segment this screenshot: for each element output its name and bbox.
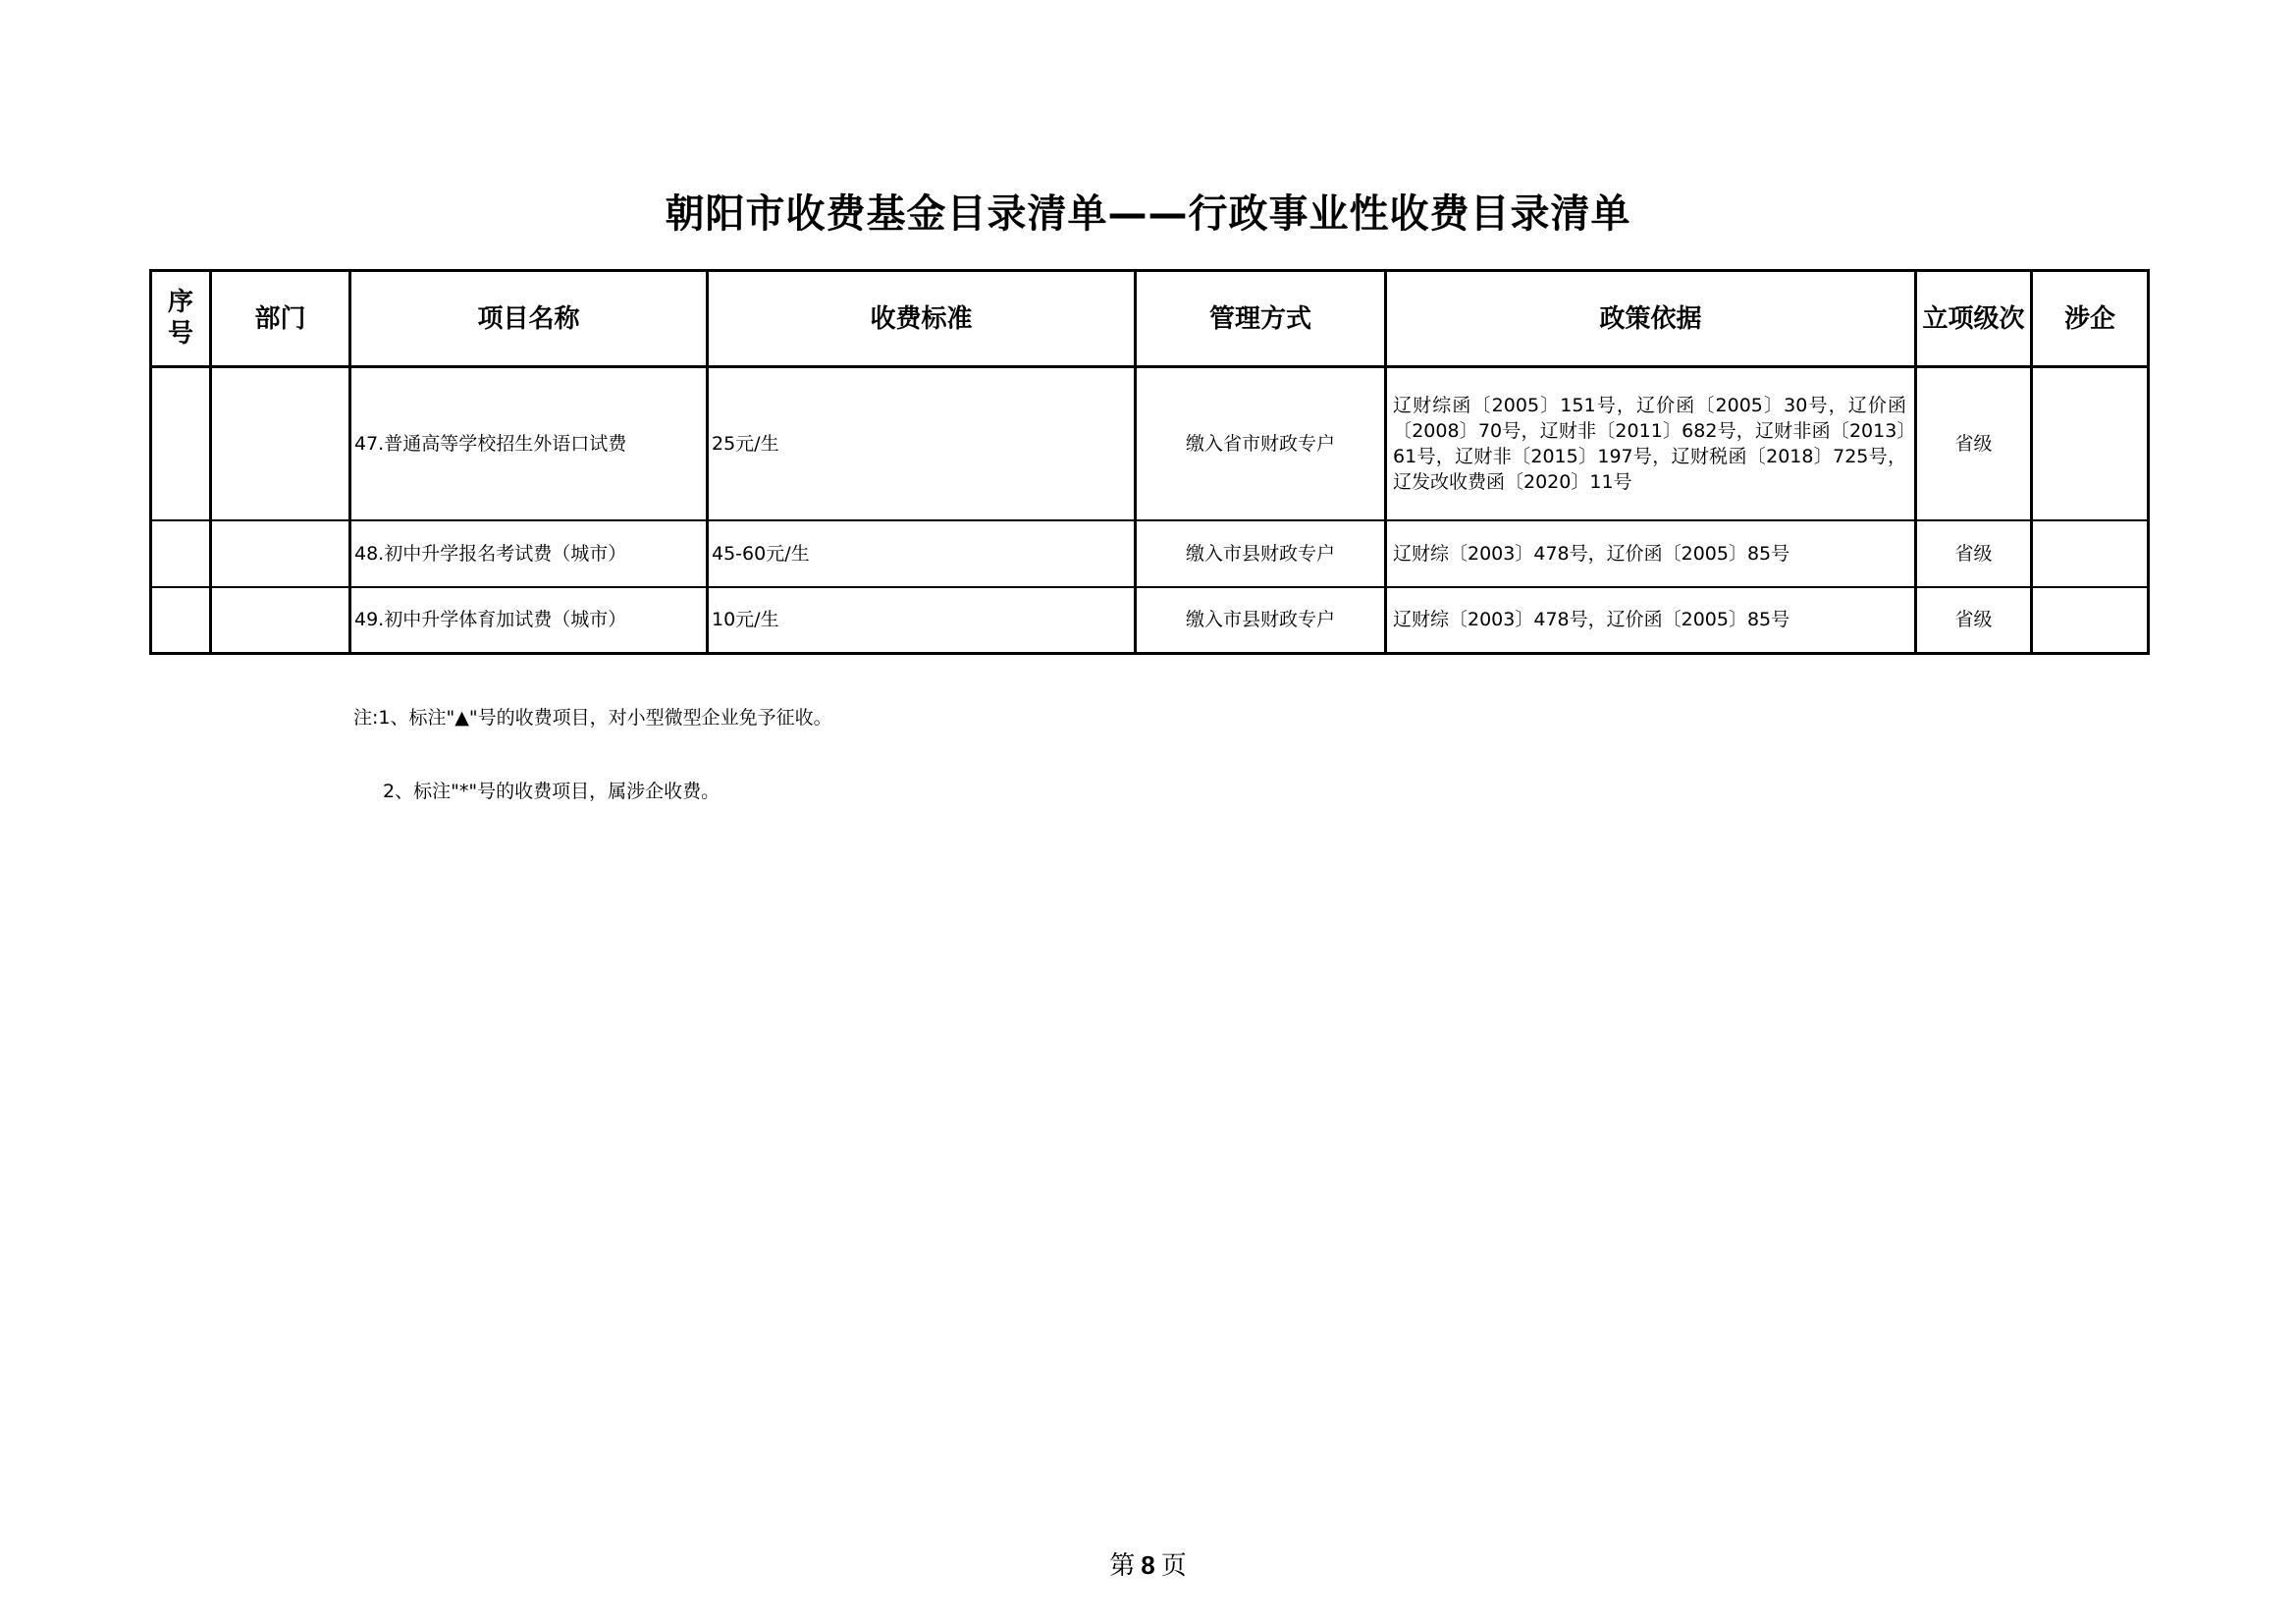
header-item-name: 项目名称: [350, 271, 708, 367]
header-policy-basis: 政策依据: [1386, 271, 1916, 367]
cell-fee-standard: 25元/生: [708, 367, 1136, 520]
footnote-line-1: 注:1、标注"▲"号的收费项目，对小型微型企业免予征收。: [353, 707, 832, 729]
cell-enterprise-related: [2032, 520, 2149, 587]
page-title: 朝阳市收费基金目录清单——行政事业性收费目录清单: [665, 191, 1631, 237]
cell-fee-standard: 10元/生: [708, 587, 1136, 654]
cell-management: 缴入市县财政专户: [1136, 587, 1386, 654]
footnote-line-2: 2、标注"*"号的收费项目，属涉企收费。: [383, 781, 721, 802]
cell-fee-standard: 45-60元/生: [708, 520, 1136, 587]
header-approval-level: 立项级次: [1916, 271, 2032, 367]
cell-management: 缴入市县财政专户: [1136, 520, 1386, 587]
cell-approval-level: 省级: [1916, 367, 2032, 520]
header-department: 部门: [211, 271, 350, 367]
cell-policy-basis: [1386, 367, 1916, 520]
cell-seq: [151, 520, 211, 587]
footnotes: [353, 657, 832, 829]
cell-department: [211, 587, 350, 654]
table-header-row: [151, 271, 2149, 367]
header-enterprise-related: 涉企: [2032, 271, 2149, 367]
page-number: 8: [1141, 1550, 1155, 1580]
cell-item-name: 49.初中升学体育加试费（城市）: [350, 587, 708, 654]
header-fee-standard: 收费标准: [708, 271, 1136, 367]
fee-catalog-table: [149, 269, 2150, 655]
cell-management: 缴入省市财政专户: [1136, 367, 1386, 520]
header-seq: 序号: [151, 271, 211, 367]
policy-text: 辽财综〔2003〕478号，辽价函〔2005〕85号: [1393, 542, 1790, 565]
cell-enterprise-related: [2032, 587, 2149, 654]
cell-approval-level: 省级: [1916, 587, 2032, 654]
page-label-suffix: 页: [1160, 1551, 1187, 1581]
header-management: 管理方式: [1136, 271, 1386, 367]
cell-item-name: 47.普通高等学校招生外语口试费: [350, 367, 708, 520]
cell-enterprise-related: [2032, 367, 2149, 520]
page-footer: [0, 1545, 2296, 1582]
cell-department: [211, 520, 350, 587]
table-row: [151, 367, 2149, 520]
cell-department: [211, 367, 350, 520]
cell-approval-level: 省级: [1916, 520, 2032, 587]
cell-seq: [151, 367, 211, 520]
table-row: [151, 520, 2149, 587]
policy-text: 辽财综〔2003〕478号，辽价函〔2005〕85号: [1393, 609, 1790, 631]
cell-item-name: 48.初中升学报名考试费（城市）: [350, 520, 708, 587]
cell-policy-basis: [1386, 587, 1916, 654]
cell-policy-basis: [1386, 520, 1916, 587]
page-label-prefix: 第: [1109, 1551, 1136, 1581]
table-row: [151, 587, 2149, 654]
cell-seq: [151, 587, 211, 654]
policy-text: 辽财综函〔2005〕151号，辽价函〔2005〕30号，辽价函〔2008〕70号，辽财非〔2011〕682号，辽财非函〔2013〕61号，辽财非〔2015〕197号，辽财税函〔2018〕725号，辽发改收费函〔2020〕11号: [1393, 394, 1906, 493]
